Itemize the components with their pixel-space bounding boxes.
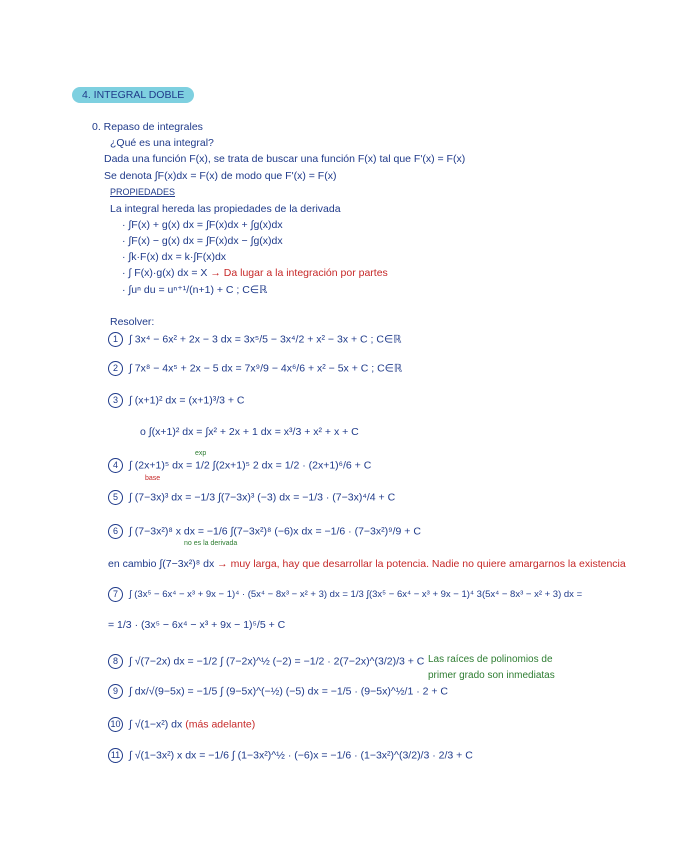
number-5: 5 [108,490,123,505]
exercise-6: 6 ∫ (7−3x²)⁸ x dx = −1/6 ∫(7−3x²)⁸ (−6)x dx = −1/6 · (7−3x²)⁹/9 + C [108,524,421,539]
exercise-5: 5 ∫ (7−3x)³ dx = −1/3 ∫(7−3x)³ (−3) dx = −1/3 · (7−3x)⁴/4 + C [108,490,395,505]
number-9: 9 [108,684,123,699]
exercise-3b: o ∫(x+1)² dx = ∫x² + 2x + 1 dx = x³/3 + x² + x + C [140,426,359,438]
exercise-10-note: (más adelante) [185,718,256,731]
en-cambio-note: → muy larga, hay que desarrollar la potencia. Nadie no quiere amargarnos la existencia [217,558,626,570]
heading: 0. Repaso de integrales [92,121,203,133]
exercise-7b: = 1/3 · (3x⁵ − 6x⁴ − x³ + 9x − 1)⁵/5 + C [108,619,286,631]
definition-line-2: Se denota ∫F(x)dx = F(x) de modo que F'(x) = F(x) [104,170,337,182]
number-6: 6 [108,524,123,539]
prop-4-note: → Da lugar a la integración por partes [210,267,388,279]
resolver-label: Resolver: [110,316,155,328]
prop-3: · ∫k·F(x) dx = k·∫F(x)dx [122,251,227,263]
section-title: 4. INTEGRAL DOBLE [72,87,194,103]
number-4: 4 [108,458,123,473]
exercise-9: 9 ∫ dx/√(9−5x) = −1/5 ∫ (9−5x)^(−½) (−5) dx = −1/5 · (9−5x)^½/1 · 2 + C [108,684,448,699]
number-11: 11 [108,748,123,763]
exercise-6-note: no es la derivada [184,540,238,547]
exercise-2: 2 ∫ 7x⁸ − 4x⁵ + 2x − 5 dx = 7x⁹/9 − 4x⁶/6 + x² − 5x + C ; C∈ℝ [108,361,402,376]
number-7: 7 [108,587,123,602]
number-3: 3 [108,393,123,408]
en-cambio: en cambio ∫(7−3x²)⁸ dx → muy larga, hay que desarrollar la potencia. Nadie no quiere amargarnos la existencia [108,558,626,570]
prop-intro: La integral hereda las propiedades de la derivada [110,203,341,215]
side-note-2: primer grado son inmediatas [428,670,555,681]
prop-2: · ∫F(x) − g(x) dx = ∫F(x)dx − ∫g(x)dx [122,235,283,247]
exercise-7a: 7 ∫ (3x⁵ − 6x⁴ − x³ + 9x − 1)⁴ · (5x⁴ − 8x³ − x² + 3) dx = 1/3 ∫(3x⁵ − 6x⁴ − x³ + 9x − 1)⁴ 3(5x⁴ − 8x³ − x² + 3) dx = [108,587,582,602]
exercise-3: 3 ∫ (x+1)² dx = (x+1)³/3 + C [108,393,245,408]
prop-1: · ∫F(x) + g(x) dx = ∫F(x)dx + ∫g(x)dx [122,219,283,231]
number-8: 8 [108,654,123,669]
propiedades-label: PROPIEDADES [110,187,176,197]
exercise-8: 8 ∫ √(7−2x) dx = −1/2 ∫ (7−2x)^½ (−2) = −1/2 · 2(7−2x)^(3/2)/3 + C [108,654,424,669]
number-10: 10 [108,717,123,732]
exercise-4: 4 ∫ (2x+1)⁵ dx = 1/2 ∫(2x+1)⁵ 2 dx = 1/2 · (2x+1)⁶/6 + C [108,458,371,473]
exercise-11: 11 ∫ √(1−3x²) x dx = −1/6 ∫ (1−3x²)^½ · (−6)x = −1/6 · (1−3x²)^(3/2)/3 · 2/3 + C [108,748,473,763]
exercise-4-base-note: base [145,475,161,482]
exercise-10: 10 ∫ √(1−x²) dx (más adelante) [108,717,255,732]
number-2: 2 [108,361,123,376]
side-note-1: Las raíces de polinomios de [428,654,553,665]
number-1: 1 [108,332,123,347]
prop-4: · ∫ F(x)·g(x) dx = X → Da lugar a la integración por partes [122,267,388,279]
question: ¿Qué es una integral? [110,137,214,149]
exercise-4-exp-note: exp [195,450,207,457]
prop-5: · ∫uⁿ du = uⁿ⁺¹/(n+1) + C ; C∈ℝ [122,284,268,296]
exercise-1: 1 ∫ 3x⁴ − 6x² + 2x − 3 dx = 3x⁵/5 − 3x⁴/2 + x² − 3x + C ; C∈ℝ [108,332,401,347]
definition-line-1: Dada una función F(x), se trata de buscar una función F(x) tal que F'(x) = F(x) [104,153,466,165]
